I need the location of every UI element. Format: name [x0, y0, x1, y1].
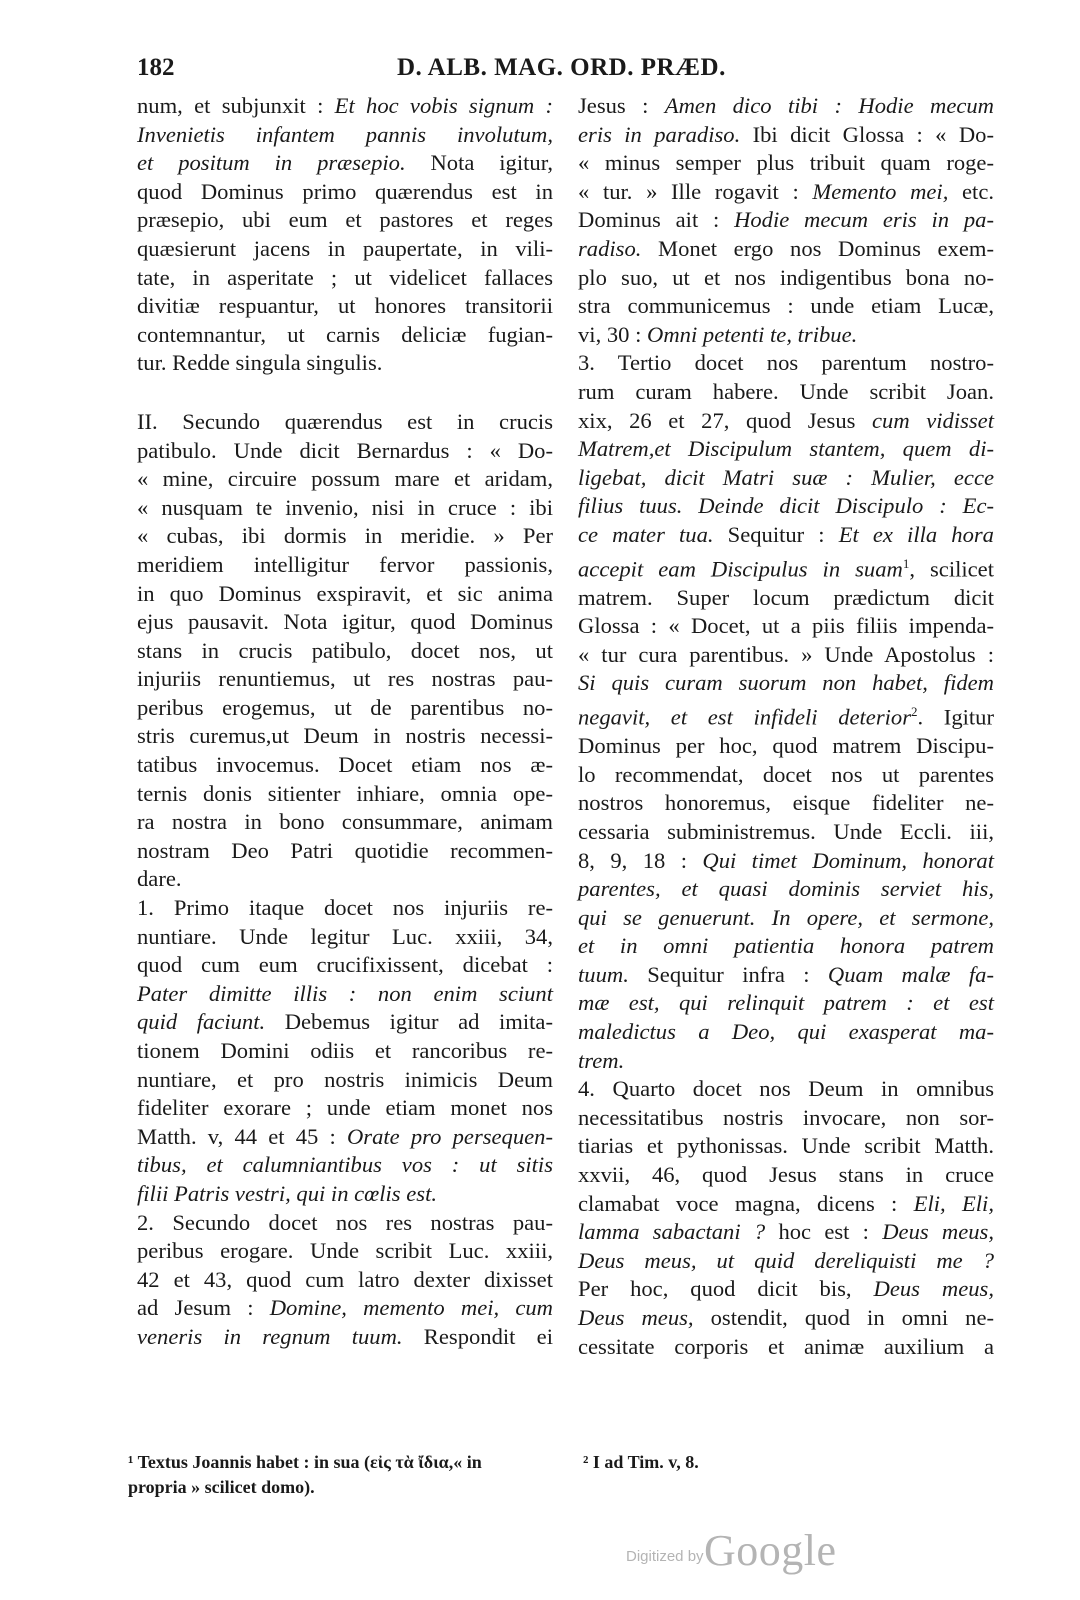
text-span: nuntiare, et pro nostris inimicis Deum: [137, 1066, 553, 1092]
text-line: [137, 1180, 553, 1209]
italic-quote: Matrem,et Discipulum stantem, quem di-: [578, 436, 994, 462]
paragraph-gap: [137, 378, 553, 408]
text-line: [578, 492, 994, 521]
text-span: Matth. v, 44 et 45 :: [137, 1123, 347, 1149]
text-span: tur. Redde singula singulis.: [137, 350, 383, 376]
italic-quote: parentes, et quasi dominis serviet his,: [578, 876, 994, 902]
text-span: præsepio, ubi eum et pastores et reges: [137, 207, 553, 233]
text-span: Jesus :: [578, 93, 665, 118]
text-line: [137, 1323, 553, 1352]
text-span: xix, 26 et 27, quod Jesus: [578, 407, 872, 433]
text-span: II. Secundo quærendus est in crucis: [137, 408, 553, 434]
text-span: stra communicemus : unde etiam Lucæ,: [578, 293, 994, 319]
text-span: fideliter exorare ; unde etiam monet nos: [137, 1095, 553, 1121]
right-text-column: [578, 92, 994, 1361]
text-line: [578, 1047, 994, 1076]
text-line: [578, 92, 994, 121]
footnote-1-line-1: ¹ Textus Joannis habet : in sua (εἰς τὰ ἴδια,« in: [128, 1452, 482, 1472]
left-text-column: [137, 92, 553, 1352]
text-line: [137, 665, 553, 694]
text-line: [137, 235, 553, 264]
text-line: [578, 292, 994, 321]
text-line: [137, 1066, 553, 1095]
text-line: [578, 407, 994, 436]
text-line: [578, 584, 994, 613]
watermark-digitized-by: Digitized by: [626, 1548, 704, 1565]
text-span: etc.: [948, 178, 994, 204]
text-span: 8, 9, 18 :: [578, 847, 703, 873]
text-span: . Igitur: [917, 704, 994, 730]
italic-quote: Pater dimitte illis : non enim sciunt: [137, 980, 553, 1006]
text-span: plo suo, ut et nos indigentibus bona no-: [578, 264, 994, 290]
text-span: , scilicet: [909, 556, 994, 582]
text-span: peribus erogare. Unde scribit Luc. xxiii,: [137, 1238, 553, 1264]
footnote-marker: 1: [902, 555, 910, 571]
italic-quote: Invenietis infantem pannis involutum,: [137, 121, 553, 147]
italic-quote: Deus meus,: [882, 1219, 994, 1245]
italic-quote: quid faciunt.: [137, 1009, 266, 1035]
text-line: [137, 551, 553, 580]
text-line: [137, 722, 553, 751]
text-span: Ibi dicit Glossa : « Do-: [740, 121, 994, 147]
italic-quote: maledictus a Deo, qui exasperat ma-: [578, 1019, 994, 1045]
text-line: [578, 264, 994, 293]
text-span: quæsierunt jacens in paupertate, in vili-: [137, 235, 553, 261]
italic-quote: Deus meus,: [873, 1276, 994, 1302]
text-span: meridiem intelligitur fervor passionis,: [137, 551, 553, 577]
text-line: [578, 349, 994, 378]
text-line: [137, 808, 553, 837]
running-header: [137, 46, 975, 86]
text-line: [137, 1151, 553, 1180]
text-line: [137, 1008, 553, 1037]
text-line: [578, 818, 994, 847]
text-line: [578, 932, 994, 961]
text-span: Sequitur infra :: [628, 961, 828, 987]
text-line: [137, 637, 553, 666]
text-span: nuntiare. Unde legitur Luc. xxiii, 34,: [137, 923, 553, 949]
text-line: [137, 751, 553, 780]
text-span: necessitatibus nostris invocare, non sor-: [578, 1104, 994, 1130]
text-line: [578, 641, 994, 670]
text-span: rum curam habere. Unde scribit Joan.: [578, 378, 994, 404]
text-line: [137, 149, 553, 178]
text-span: Respondit ei: [402, 1323, 553, 1349]
text-span: ostendit, quod in omni ne-: [693, 1305, 994, 1330]
text-line: [137, 321, 553, 350]
italic-quote: eris in paradiso.: [578, 121, 741, 147]
text-line: [578, 435, 994, 464]
italic-quote: cum vidisset: [872, 407, 994, 433]
text-line: [137, 608, 553, 637]
italic-quote: Eli, Eli,: [913, 1190, 994, 1216]
text-span: matrem. Super locum prædictum dicit: [578, 584, 994, 610]
text-line: [578, 1218, 994, 1247]
text-span: nostros honoremus, eisque fideliter ne-: [578, 790, 994, 816]
text-line: [137, 349, 553, 378]
text-span: injuriis renuntiemus, ut res nostras pau-: [137, 666, 553, 692]
italic-quote: Amen dico tibi : Hodie mecum: [664, 93, 994, 118]
italic-quote: lamma sabactani ?: [578, 1219, 766, 1245]
text-line: [137, 923, 553, 952]
text-span: contemnantur, ut carnis deliciæ fugian-: [137, 321, 553, 347]
text-line: [137, 1123, 553, 1152]
text-line: [578, 206, 994, 235]
text-line: [137, 1209, 553, 1238]
italic-quote: accepit eam Discipulus in suam: [578, 556, 903, 582]
text-line: [137, 465, 553, 494]
text-span: stris curemus,ut Deum in nostris necessi-: [137, 723, 553, 749]
text-line: [137, 206, 553, 235]
footnote-marker: 2: [910, 704, 918, 719]
italic-quote: Domine, memento mei, cum: [269, 1295, 553, 1321]
text-span: lo recommendat, docet nos ut parentes: [578, 761, 994, 787]
text-span: ternis donis sitienter inhiare, omnia ope-: [137, 780, 553, 806]
text-line: [137, 980, 553, 1009]
text-line: [137, 522, 553, 551]
text-span: « nusquam te invenio, nisi in cruce : ibi: [137, 494, 553, 520]
text-line: [578, 1104, 994, 1133]
text-line: [578, 121, 994, 150]
text-line: [578, 321, 994, 350]
text-span: Monet ergo nos Dominus exem-: [641, 235, 994, 261]
text-line: [578, 612, 994, 641]
italic-quote: Quam malæ fa-: [827, 961, 994, 987]
italic-quote: Omni petenti te, tribue.: [647, 321, 858, 347]
text-line: [578, 1275, 994, 1304]
text-line: [137, 1037, 553, 1066]
text-line: [578, 378, 994, 407]
text-span: 2. Secundo docet nos res nostras pau-: [137, 1209, 553, 1235]
italic-quote: Si quis curam suorum non habet, fidem: [578, 670, 994, 696]
text-line: [578, 1190, 994, 1219]
italic-quote: ligebat, dicit Matri suæ : Mulier, ecce: [578, 464, 994, 490]
text-line: [578, 235, 994, 264]
text-line: [578, 464, 994, 493]
italic-quote: Et ex illa hora: [838, 521, 994, 547]
text-line: [137, 92, 553, 121]
text-line: [137, 894, 553, 923]
text-span: Per hoc, quod dicit bis,: [578, 1276, 874, 1302]
text-line: [578, 847, 994, 876]
text-span: stans in crucis patibulo, docet nos, ut: [137, 637, 553, 663]
text-span: Dominus per hoc, quod matrem Discipu-: [578, 733, 994, 759]
text-line: [578, 1333, 994, 1362]
text-span: Nota igitur,: [405, 150, 553, 176]
italic-quote: veneris in regnum tuum.: [137, 1323, 403, 1349]
italic-quote: filii Patris vestri, qui in cœlis est.: [137, 1180, 437, 1206]
page-number: 182: [137, 54, 175, 81]
text-span: ejus pausavit. Nota igitur, quod Dominus: [137, 609, 553, 635]
text-line: [137, 694, 553, 723]
text-span: tionem Domini odiis et rancoribus re-: [137, 1038, 553, 1063]
text-line: [137, 1266, 553, 1295]
italic-quote: Qui timet Dominum, honorat: [702, 847, 994, 873]
footnote-1: [128, 1450, 558, 1500]
text-line: [578, 904, 994, 933]
text-line: [137, 292, 553, 321]
text-line: [578, 698, 994, 732]
text-span: vi, 30 :: [578, 321, 648, 347]
text-line: [578, 1075, 994, 1104]
text-span: « tur cura parentibus. » Unde Apostolus :: [578, 641, 994, 667]
text-span: Sequitur :: [713, 521, 839, 547]
text-span: hoc est :: [765, 1219, 883, 1245]
text-span: tiarias et pythonissas. Unde scribit Matth.: [578, 1133, 994, 1159]
italic-quote: negavit, et est infideli deterior: [578, 704, 911, 730]
text-line: [137, 865, 553, 894]
text-span: peribus erogemus, ut de parentibus no-: [137, 694, 553, 720]
text-span: in quo Dominus exspiravit, et sic anima: [137, 580, 553, 606]
text-span: quod cum eum crucifixissent, dicebat :: [137, 952, 553, 978]
italic-quote: Deus meus, ut quid dereliquisti me ?: [578, 1247, 994, 1273]
italic-quote: mæ est, qui relinquit patrem : et est: [578, 990, 994, 1016]
text-line: [137, 1237, 553, 1266]
text-line: [137, 178, 553, 207]
italic-quote: radiso.: [578, 235, 642, 261]
italic-quote: tibus, et calumniantibus vos : ut sitis: [137, 1152, 553, 1178]
text-line: [578, 178, 994, 207]
text-span: quod Dominus primo quærendus est in: [137, 178, 553, 204]
text-span: cessaria subministremus. Unde Eccli. iii,: [578, 818, 994, 844]
text-span: clamabat voce magna, dicens :: [578, 1190, 914, 1216]
text-line: [137, 437, 553, 466]
text-line: [137, 837, 553, 866]
text-span: 3. Tertio docet nos parentum nostro-: [578, 350, 994, 376]
watermark-google-logo: Google: [704, 1526, 837, 1575]
text-span: 4. Quarto docet nos Deum in omnibus: [578, 1076, 994, 1102]
italic-quote: et positum in præsepio.: [137, 150, 406, 176]
text-line: [137, 494, 553, 523]
text-line: [578, 1161, 994, 1190]
text-line: [137, 1094, 553, 1123]
text-line: [137, 1294, 553, 1323]
italic-quote: Et hoc vobis signum :: [334, 93, 553, 118]
text-span: divitiæ respuantur, ut honores transitorii: [137, 293, 553, 319]
text-span: tate, in asperitate ; ut videlicet fallaces: [137, 264, 553, 290]
text-line: [578, 669, 994, 698]
text-line: [578, 149, 994, 178]
italic-quote: filius tuus. Deinde dicit Discipulo : Ec-: [578, 493, 994, 519]
running-title: D. ALB. MAG. ORD. PRÆD.: [397, 54, 726, 81]
text-line: [578, 761, 994, 790]
italic-quote: Deus meus,: [578, 1305, 694, 1330]
italic-quote: Memento mei,: [812, 178, 949, 204]
text-line: [578, 1247, 994, 1276]
text-span: « mine, circuire possum mare et aridam,: [137, 466, 553, 492]
text-line: [578, 1018, 994, 1047]
text-span: Dominus ait :: [578, 207, 735, 233]
text-line: [578, 961, 994, 990]
text-line: [137, 780, 553, 809]
text-span: « tur. » Ille rogavit :: [578, 178, 813, 204]
text-span: ad Jesum :: [137, 1295, 270, 1321]
text-line: [137, 951, 553, 980]
text-line: [578, 989, 994, 1018]
text-span: Glossa : « Docet, ut a piis filiis impenda-: [578, 613, 994, 639]
text-span: tatibus invocemus. Docet etiam nos æ-: [137, 752, 553, 778]
italic-quote: qui se genuerunt. In opere, et sermone,: [578, 904, 994, 930]
italic-quote: ce mater tua.: [578, 521, 714, 547]
text-span: dare.: [137, 866, 182, 892]
text-span: xxvii, 46, quod Jesus stans in cruce: [578, 1162, 994, 1188]
text-line: [578, 732, 994, 761]
text-span: 42 et 43, quod cum latro dexter dixisset: [137, 1266, 553, 1292]
text-line: [578, 875, 994, 904]
text-span: « cubas, ibi dormis in meridie. » Per: [137, 523, 553, 549]
text-line: [578, 550, 994, 584]
italic-quote: Orate pro persequen-: [346, 1123, 553, 1149]
text-span: 1. Primo itaque docet nos injuriis re-: [137, 895, 553, 921]
text-line: [137, 121, 553, 150]
italic-quote: et in omni patientia honora patrem: [578, 933, 994, 959]
text-span: « minus semper plus tribuit quam roge-: [578, 150, 994, 176]
text-line: [578, 1304, 994, 1333]
text-span: Debemus igitur ad imita-: [265, 1009, 553, 1035]
footnote-2: ² I ad Tim. v, 8.: [583, 1452, 699, 1472]
italic-quote: trem.: [578, 1047, 625, 1073]
footnote-1-line-2: propria » scilicet domo).: [128, 1477, 315, 1497]
text-line: [578, 521, 994, 550]
text-line: [578, 1132, 994, 1161]
text-span: ra nostra in bono consummare, animam: [137, 809, 553, 835]
text-span: nostram Deo Patri quotidie recommen-: [137, 837, 553, 863]
text-line: [137, 264, 553, 293]
text-line: [578, 789, 994, 818]
text-span: patibulo. Unde dicit Bernardus : « Do-: [137, 437, 553, 463]
text-line: [137, 408, 553, 437]
text-span: num, et subjunxit :: [137, 93, 335, 118]
italic-quote: Hodie mecum eris in pa-: [734, 207, 994, 233]
text-line: [137, 580, 553, 609]
italic-quote: tuum.: [578, 961, 629, 987]
text-span: cessitate corporis et animæ auxilium a: [578, 1333, 994, 1359]
